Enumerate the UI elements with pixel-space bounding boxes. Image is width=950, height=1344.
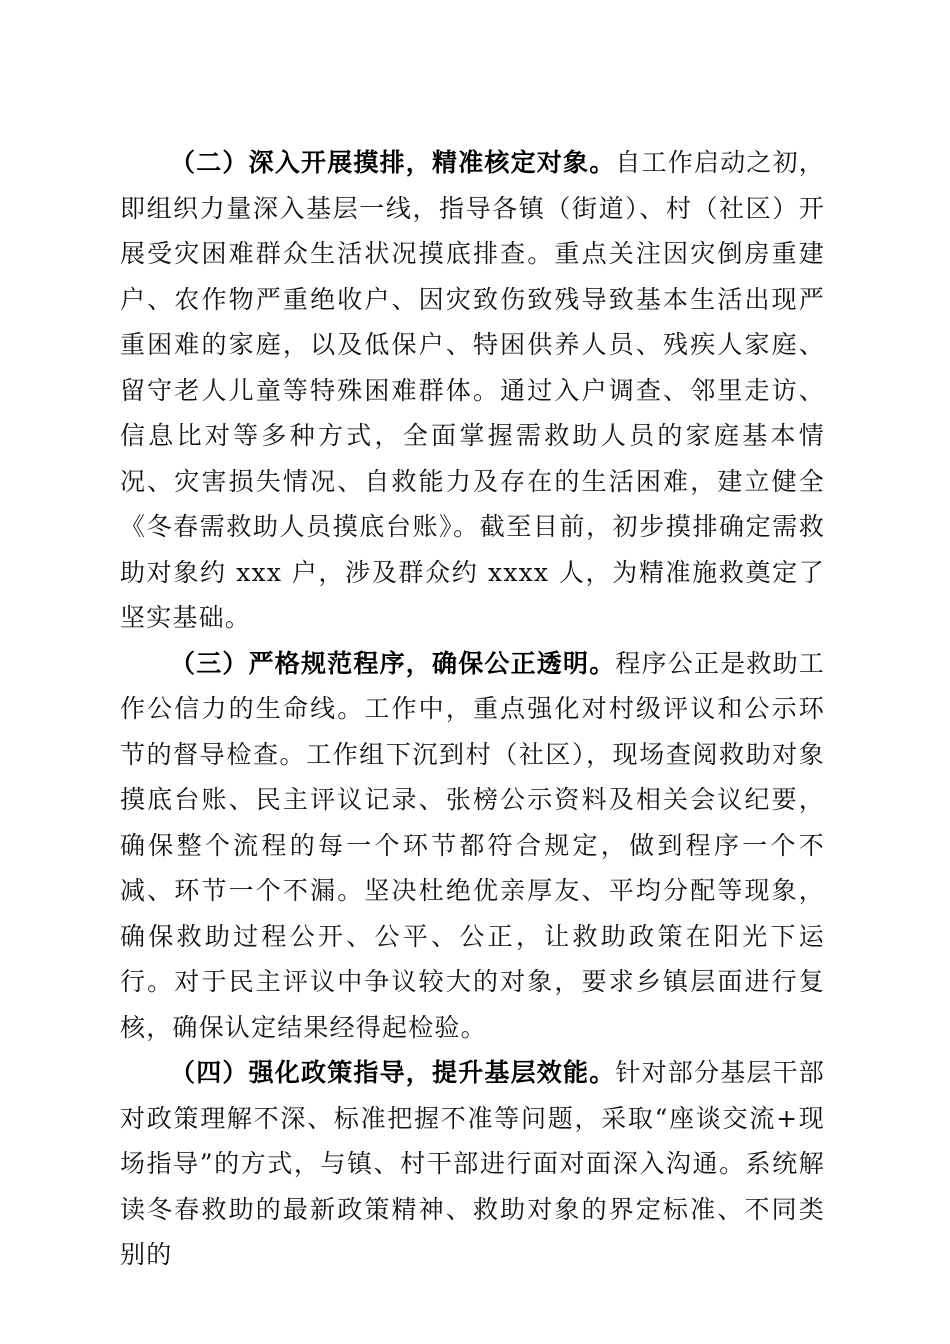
paragraph-heading: （三）严格规范程序，确保公正透明。 (170, 648, 616, 678)
document-body (120, 140, 825, 1278)
paragraph-heading: （四）强化政策指导，提升基层效能。 (170, 1058, 616, 1087)
paragraph-text: 程序公正是救助工作公信力的生命线。工作中，重点强化对村级评议和公示环节的督导检查。工作组下沉到村（社区），现场查阅救助对象摸底台账、民主评议记录、张榜公示资料及相关会议纪要，确保整个流程的每一个环节都符合规定，做到程序一个不减、环节一个不漏。坚决杜绝优亲厚友、平均分配等现象，确保救助过程公开、公平、公正，让救助政策在阳光下运行。对于民主评议中争议较大的对象，要求乡镇层面进行复核，确保认定结果经得起检验。 (120, 648, 826, 1042)
paragraph-survey (120, 140, 825, 641)
paragraph-text: 自工作启动之初，即组织力量深入基层一线，指导各镇（街道）、村（社区）开展受灾困难群众生活状况摸底排查。重点关注因灾倒房重建户、农作物严重绝收户、因灾致伤致残导致基本生活出现严重困难的家庭，以及低保户、特困供养人员、残疾人家庭、留守老人儿童等特殊困难群体。通过入户调查、邻里走访、信息比对等多种方式，全面掌握需救助人员的家庭基本情况、灾害损失情况、自救能力及存在的生活困难，建立健全《冬春需救助人员摸底台账》。截至目前，初步摸排确定需救助对象约 xxx 户，涉及群众约 xxxx 人，为精准施救奠定了坚实基础。 (120, 148, 826, 632)
paragraph-text: 针对部分基层干部对政策理解不深、标准把握不准等问题，采取“座谈交流+现场指导”的方式，与镇、村干部进行面对面深入沟通。系统解读冬春救助的最新政策精神、救助对象的界定标准、不同类别的 (120, 1058, 826, 1269)
paragraph-procedure (120, 641, 825, 1051)
paragraph-heading: （二）深入开展摸排，精准核定对象。 (170, 148, 616, 177)
paragraph-policy-guidance (120, 1050, 825, 1278)
